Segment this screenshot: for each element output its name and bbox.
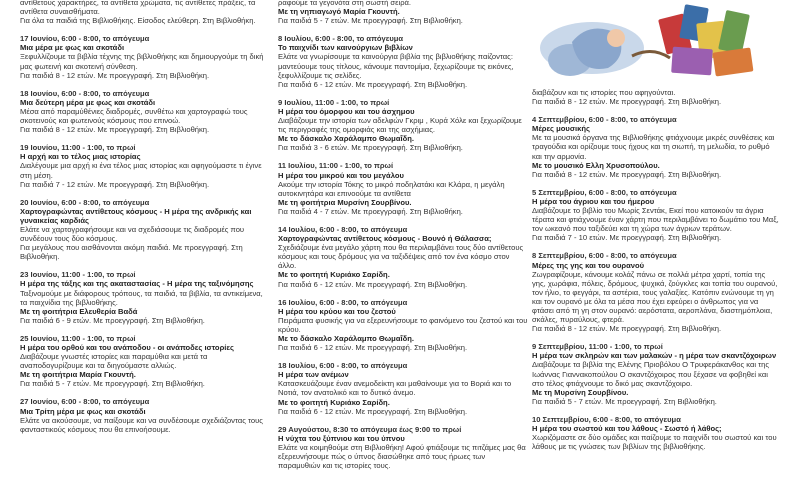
books-illustration bbox=[532, 0, 780, 88]
event-description: Ελάτε να κοιμηθούμε στη Βιβλιοθήκη! Αφού φτιάξουμε τις πιτζάμες μας θα εξερευνήσουμε πώς ο ύπνος διασώθηκε από τους ήρωες των παραμυθιών και τις ιστορίες τους. bbox=[278, 442, 526, 471]
event-entry bbox=[532, 188, 780, 243]
event-date: 20 Ιουνίου, 6:00 - 8:00, το απόγευμα bbox=[20, 197, 150, 207]
event-date: 18 Ιουλίου, 6:00 - 8:00, το απόγευμα bbox=[278, 361, 408, 371]
event-host: Με τη φοιτήτρια Μαρία Γκουντή. bbox=[20, 370, 136, 380]
event-date: 9 Σεπτεμβρίου, 11:00 - 1:00, το πρωί bbox=[532, 342, 663, 352]
event-date: 10 Σεπτεμβρίου, 6:00 - 8:00, το απόγευμα bbox=[532, 414, 681, 424]
event-date: 19 Ιουνίου, 11:00 - 1:00, το πρωί bbox=[20, 143, 136, 153]
event-description: ραφούμε τα γεγονότα στη σωστή σειρά. bbox=[278, 0, 412, 7]
event-title: Η μέρα του όμορφου και του άσχημου bbox=[278, 106, 415, 116]
event-entry bbox=[532, 251, 780, 333]
event-date: 16 Ιουλίου, 6:00 - 8:00, το απόγευμα bbox=[278, 297, 408, 307]
event-audience: Για παιδιά 8 - 12 ετών. Με προεγγραφή. Στη Βιβλιοθήκη. bbox=[20, 125, 210, 135]
event-audience: Για παιδιά 7 - 12 ετών. Με προεγγραφή. Στη Βιβλιοθήκη. bbox=[20, 179, 210, 189]
event-audience: Για όλα τα παιδιά της Βιβλιοθήκης. Είσοδος ελεύθερη. Στη Βιβλιοθήκη. bbox=[20, 16, 256, 26]
event-description: Ακούμε την ιστορία Τόκης το μικρό ποδηλατάκι και Κλάρα, η μεγάλη αυτοκινητάρα και επινοούμε τα αντίθετα bbox=[278, 179, 505, 198]
event-date: 17 Ιουνίου, 6:00 - 8:00, το απόγευμα bbox=[20, 34, 150, 44]
event-audience: Για παιδιά 6 - 12 ετών. Με προεγγραφή. Στη Βιβλιοθήκη. bbox=[278, 79, 468, 89]
event-title: Η αρχή και το τέλος μιας ιστορίας bbox=[20, 152, 141, 162]
event-audience: Για παιδιά 5 - 7 ετών. Με προεγγραφή. Στη Βιβλιοθήκη. bbox=[532, 396, 717, 406]
event-title: Η μέρα του μικρού και του μεγάλου bbox=[278, 170, 404, 180]
event-host: Με τη Μυρσίνη Σουρβίνου. bbox=[532, 387, 629, 397]
event-audience: Για παιδιά 7 - 10 ετών. Με προεγγραφή. Στη Βιβλιοθήκη. bbox=[532, 233, 722, 243]
event-entry bbox=[278, 298, 528, 353]
event-audience: Για παιδιά 6 - 12 ετών. Με προεγγραφή. Στη Βιβλιοθήκη. bbox=[278, 343, 468, 353]
event-audience: Για παιδιά 8 - 12 ετών. Με προεγγραφή. Στη Βιβλιοθήκη. bbox=[532, 97, 722, 107]
event-title: Μέρες της γης και του ουρανού bbox=[532, 260, 645, 270]
event-entry bbox=[278, 225, 528, 289]
event-date: 18 Ιουνίου, 6:00 - 8:00, το απόγευμα bbox=[20, 88, 150, 98]
event-description: Διαβάζουμε την ιστορία των αδελφών Γκριμ , Κυρά Χόλε και ξεχωρίζουμε τις περιγραφές της ομορφιάς και της ασχήμιας. bbox=[278, 116, 522, 135]
event-description: Ξεφυλλίζουμε τα βιβλία τέχνης της βιβλιοθήκης και δημιουργούμε τη δική μας φωτεινή και σκοτεινή σύνθεση. bbox=[20, 52, 264, 71]
event-entry bbox=[278, 161, 528, 216]
event-entry bbox=[532, 415, 780, 451]
event-description: Ελάτε να ακούσουμε, να παίξουμε και να συνδέσουμε σχεδιάζοντας τους φανταστικούς κόσμους που θα επινοήσουμε. bbox=[20, 415, 263, 434]
event-date: 23 Ιουνίου, 11:00 - 1:00, το πρωί bbox=[20, 270, 136, 280]
event-host: Με το δάσκαλο Χαράλαμπο Θωμαΐδη. bbox=[278, 134, 414, 144]
event-entry bbox=[278, 0, 528, 25]
event-audience: Για παιδιά 6 - 12 ετών. Με προεγγραφή. Στη Βιβλιοθήκη. bbox=[278, 406, 468, 416]
column-middle bbox=[278, 0, 528, 479]
event-description: Ταξινομούμε με διάφορους τρόπους, τα παιδιά, τα βιβλία, τα αντικείμενα, τα παιχνίδια της βιβλιοθήκης. bbox=[20, 288, 263, 307]
event-title: Η νύχτα του ξύπνιου και του ύπνου bbox=[278, 433, 405, 443]
event-title: Μέρες μουσικής bbox=[532, 124, 590, 134]
event-audience: Για παιδιά 8 - 12 ετών. Με προεγγραφή. Στη Βιβλιοθήκη. bbox=[532, 169, 722, 179]
event-description: διαβάζουν και τις ιστορίες που αφηγούνται. bbox=[532, 88, 676, 97]
reading-children-illustration bbox=[532, 0, 780, 88]
event-description: Διαβάζουμε γνωστές ιστορίες και παραμύθια και μετά τα αναποδογυρίζουμε και τα διηγούμαστε αλλιώς. bbox=[20, 352, 208, 371]
event-date: 14 Ιουλίου, 6:00 - 8:00, το απόγευμα bbox=[278, 224, 408, 234]
event-entry bbox=[278, 34, 528, 89]
event-description: Διαλέγουμε μια αρχή κι ένα τέλος μιας ιστορίας και αφηγούμαστε τι έγινε στη μέση. bbox=[20, 161, 262, 180]
event-audience: Για παιδιά 5 - 7 ετών. Με προεγγραφή. Στη Βιβλιοθήκη. bbox=[278, 16, 463, 26]
event-title: Η μέρα του κρύου και του ζεστού bbox=[278, 306, 396, 316]
event-entry bbox=[20, 34, 270, 79]
event-title: Η μέρα του άγριου και του ήμερου bbox=[532, 196, 655, 206]
event-entry bbox=[278, 361, 528, 416]
event-host: Με το φοιτητή Κυριάκο Σαρίδη. bbox=[278, 270, 390, 280]
event-title: Το παιχνίδι των καινούργιων βιβλίων bbox=[278, 43, 413, 53]
event-description: Πειράματα φυσικής για να εξερευνήσουμε το φαινόμενο του ζεστού και του κρύου. bbox=[278, 315, 528, 334]
event-audience: Για παιδιά 3 - 6 ετών. Με προεγγραφή. Στη Βιβλιοθήκη. bbox=[278, 143, 463, 153]
event-description: Με τα μουσικά όργανα της Βιβλιοθήκης φτιάχνουμε μικρές συνθέσεις και τραγούδια και ορίζουμε τους ήχους και τη σιωπή, τη μελωδία, το ρυθμό και την αρμονία. bbox=[532, 133, 775, 161]
event-title: Η μέρα του ορθού και του ανάποδου - οι ανάποδες ιστορίες bbox=[20, 343, 234, 352]
event-entry bbox=[20, 334, 270, 389]
event-date: 27 Ιουνίου, 6:00 - 8:00, το απόγευμα bbox=[20, 397, 150, 407]
event-entry bbox=[20, 397, 270, 433]
event-date: 5 Σεπτεμβρίου, 6:00 - 8:00, το απόγευμα bbox=[532, 187, 677, 197]
event-audience: Για παιδιά 8 - 12 ετών. Με προεγγραφή. Στη Βιβλιοθήκη. bbox=[20, 70, 210, 80]
event-description: Χωριζόμαστε σε δύο ομάδες και παίζουμε το παιχνίδι του σωστού και του λάθους με τις γνώσεις των βιβλίων της βιβλιοθήκης. bbox=[532, 433, 777, 452]
column-right bbox=[532, 0, 780, 460]
event-entry bbox=[532, 342, 780, 406]
event-date: 8 Σεπτεμβρίου, 6:00 - 8:00, το απόγευμα bbox=[532, 251, 677, 261]
event-audience: Για μεγάλους που αισθάνονται ακόμη παιδιά. Με προεγγραφή. Στη Βιβλιοθήκη. bbox=[20, 243, 243, 262]
event-host: Με το δάσκαλο Χαράλαμπο Θωμαΐδη. bbox=[278, 334, 414, 343]
event-audience: Για παιδιά 4 - 7 ετών. Με προεγγραφή. Στη Βιβλιοθήκη. bbox=[278, 206, 463, 216]
event-entry bbox=[278, 425, 528, 470]
event-entry bbox=[278, 98, 528, 153]
event-entry bbox=[20, 0, 270, 25]
event-description: Διαβάζουμε το βιβλίο του Μωρίς Σεντάκ, Εκεί που κατοικούν τα άγρια τέρατα και φτιάχνουμε έναν χάρτη που περιλαμβάνει το δωμάτιο του Μαξ, τον ωκεανό που ταξιδεύει και τη χώρα των άγριων τεράτων. bbox=[532, 206, 779, 234]
event-title: Η μέρα των σκληρών και των μαλακών - η μέρα των σκαντζόχοιρων bbox=[532, 351, 777, 361]
event-audience: Για παιδιά 6 - 12 ετών. Με προεγγραφή. Στη Βιβλιοθήκη. bbox=[278, 279, 468, 289]
event-description: Ελάτε να χαρτογραφήσουμε και να σχεδιάσουμε τις διαδρομές που συνδέουν τους δύο κόσμους. bbox=[20, 224, 245, 244]
event-title: Η μέρα της τάξης και της ακαταστασίας - Η μέρα της ταξινόμησης bbox=[20, 279, 254, 289]
event-entry bbox=[20, 143, 270, 188]
event-date: 25 Ιουνίου, 11:00 - 1:00, το πρωί bbox=[20, 333, 136, 343]
event-date: 29 Αυγούστου, 8:30 το απόγευμα έως 9:00 το πρωί bbox=[278, 424, 462, 434]
event-entry bbox=[532, 88, 780, 106]
event-entry bbox=[20, 270, 270, 325]
event-entry bbox=[532, 115, 780, 179]
event-date: 4 Σεπτεμβρίου, 6:00 - 8:00, το απόγευμα bbox=[532, 115, 677, 125]
column-left bbox=[20, 0, 270, 443]
event-description: Ζωγραφίζουμε, κάνουμε κολάζ πάνω σε πολλά μέτρα χαρτί, τοπία της γης, χωράφια, πόλεις, δρόμους, ψυχικά, ζούγκλες και τοπία του ουρανού, τον ήλιο, το φεγγάρι, τα αστέρια, τους γαλαξίες. Κατόπιν ενώνουμε τη γη και τον ουρανό με όλα τα μέσα που έχει εφεύρει ο άνθρωπος για να φτάσει από τη γη στον ουρανό: αερόστατα, αεροπλάνα, διαστημόπλοια, σκάλες, πυραύλους, φτερά. bbox=[532, 269, 778, 325]
event-entry bbox=[20, 89, 270, 134]
event-date: 8 Ιουλίου, 6:00 - 8:00, το απόγευμα bbox=[278, 34, 404, 44]
event-title: Η μέρα των ανέμων bbox=[278, 370, 349, 380]
event-title: Η μέρα του σωστού και του λάθους - Σωστό ή λάθος; bbox=[532, 424, 722, 433]
event-description: Ελάτε να γνωρίσουμε τα καινούργια βιβλία της βιβλιοθήκης παίζοντας: μαντεύουμε τους τίτλους, κάνουμε παντομίμα, ξεχωρίζουμε τις εικόνες, ξεφυλλίζουμε τις σελίδες. bbox=[278, 52, 514, 80]
event-audience: Για παιδιά 8 - 12 ετών. Με προεγγραφή. Στη Βιβλιοθήκη. bbox=[532, 324, 722, 334]
event-audience: Για παιδιά 5 - 7 ετών. Με προεγγραφή. Στη Βιβλιοθήκη. bbox=[20, 379, 205, 389]
event-host: Με τη φοιτήτρια Μυρσίνη Σουρβίνου. bbox=[278, 197, 412, 207]
event-title: Χαρτογραφώντας αντίθετους κόσμους - Βουνό ή Θάλασσα; bbox=[278, 234, 492, 244]
event-host: Με το μουσικό Ελλη Χρυσοπούλου. bbox=[532, 160, 660, 170]
event-host: Με τη νηπιαγωγό Μαρία Γκουντή. bbox=[278, 7, 400, 17]
event-title: Χαρτογραφώντας αντίθετους κόσμους - Η μέρα της ανδρικής και γυναικείας καρδιάς bbox=[20, 206, 252, 225]
event-title: Μια Τρίτη μέρα με φως και σκοτάδι bbox=[20, 406, 146, 416]
event-description: Διαβάζουμε τα βιβλία της Ελένης Πριοβόλου Ο Τρυφεράκανθος και της Ιωάννας Γιαννακοπούλου Ο σκαντζόχοιρος που ξέχασε να φοβηθεί και στο τέλος φτιάχνουμε το δικό μας σκαντζόχοιρο. bbox=[532, 360, 770, 388]
event-description: Σχεδιάζουμε ένα μεγάλο χάρτη που θα περιλαμβάνει τους δύο αντίθετους κόσμους και τους δρόμους για να ταξιδέψεις από τον ένα κόσμο στον άλλο. bbox=[278, 243, 524, 271]
event-title: Μια μέρα με φως και σκοτάδι bbox=[20, 43, 125, 53]
event-host: Με τη φοιτήτρια Ελευθερία Βαδά bbox=[20, 306, 138, 316]
event-description: Μέσα από παραμύθένιες διαδρομές, συνθέτω και χαρτογραφώ τους σκοτεινούς και φωτεινούς κόσμους που επινοώ. bbox=[20, 106, 248, 126]
event-audience: Για παιδιά 6 - 9 ετών. Με προεγγραφή. Στη Βιβλιοθήκη. bbox=[20, 315, 205, 325]
event-host: Με το φοιτητή Κυριάκο Σαρίδη. bbox=[278, 397, 390, 407]
event-entry bbox=[20, 198, 270, 262]
event-description: αντίθετους χαρακτήρες, τα αντίθετα χρώματα, τις αντίθετες πράξεις, τα αντίθετα συναισθήματα. bbox=[20, 0, 256, 17]
event-description: Κατασκευάζουμε έναν ανεμοδείκτη και μαθαίνουμε για το Βοριά και το Νοτιά, τον ανατολικό και το δυτικό άνεμο. bbox=[278, 379, 512, 398]
event-date: 11 Ιουλίου, 11:00 - 1:00, το πρωί bbox=[278, 161, 394, 171]
event-title: Μια δεύτερη μέρα με φως και σκοτάδι bbox=[20, 97, 156, 107]
event-date: 9 Ιουλίου, 11:00 - 1:00, το πρωί bbox=[278, 97, 390, 107]
